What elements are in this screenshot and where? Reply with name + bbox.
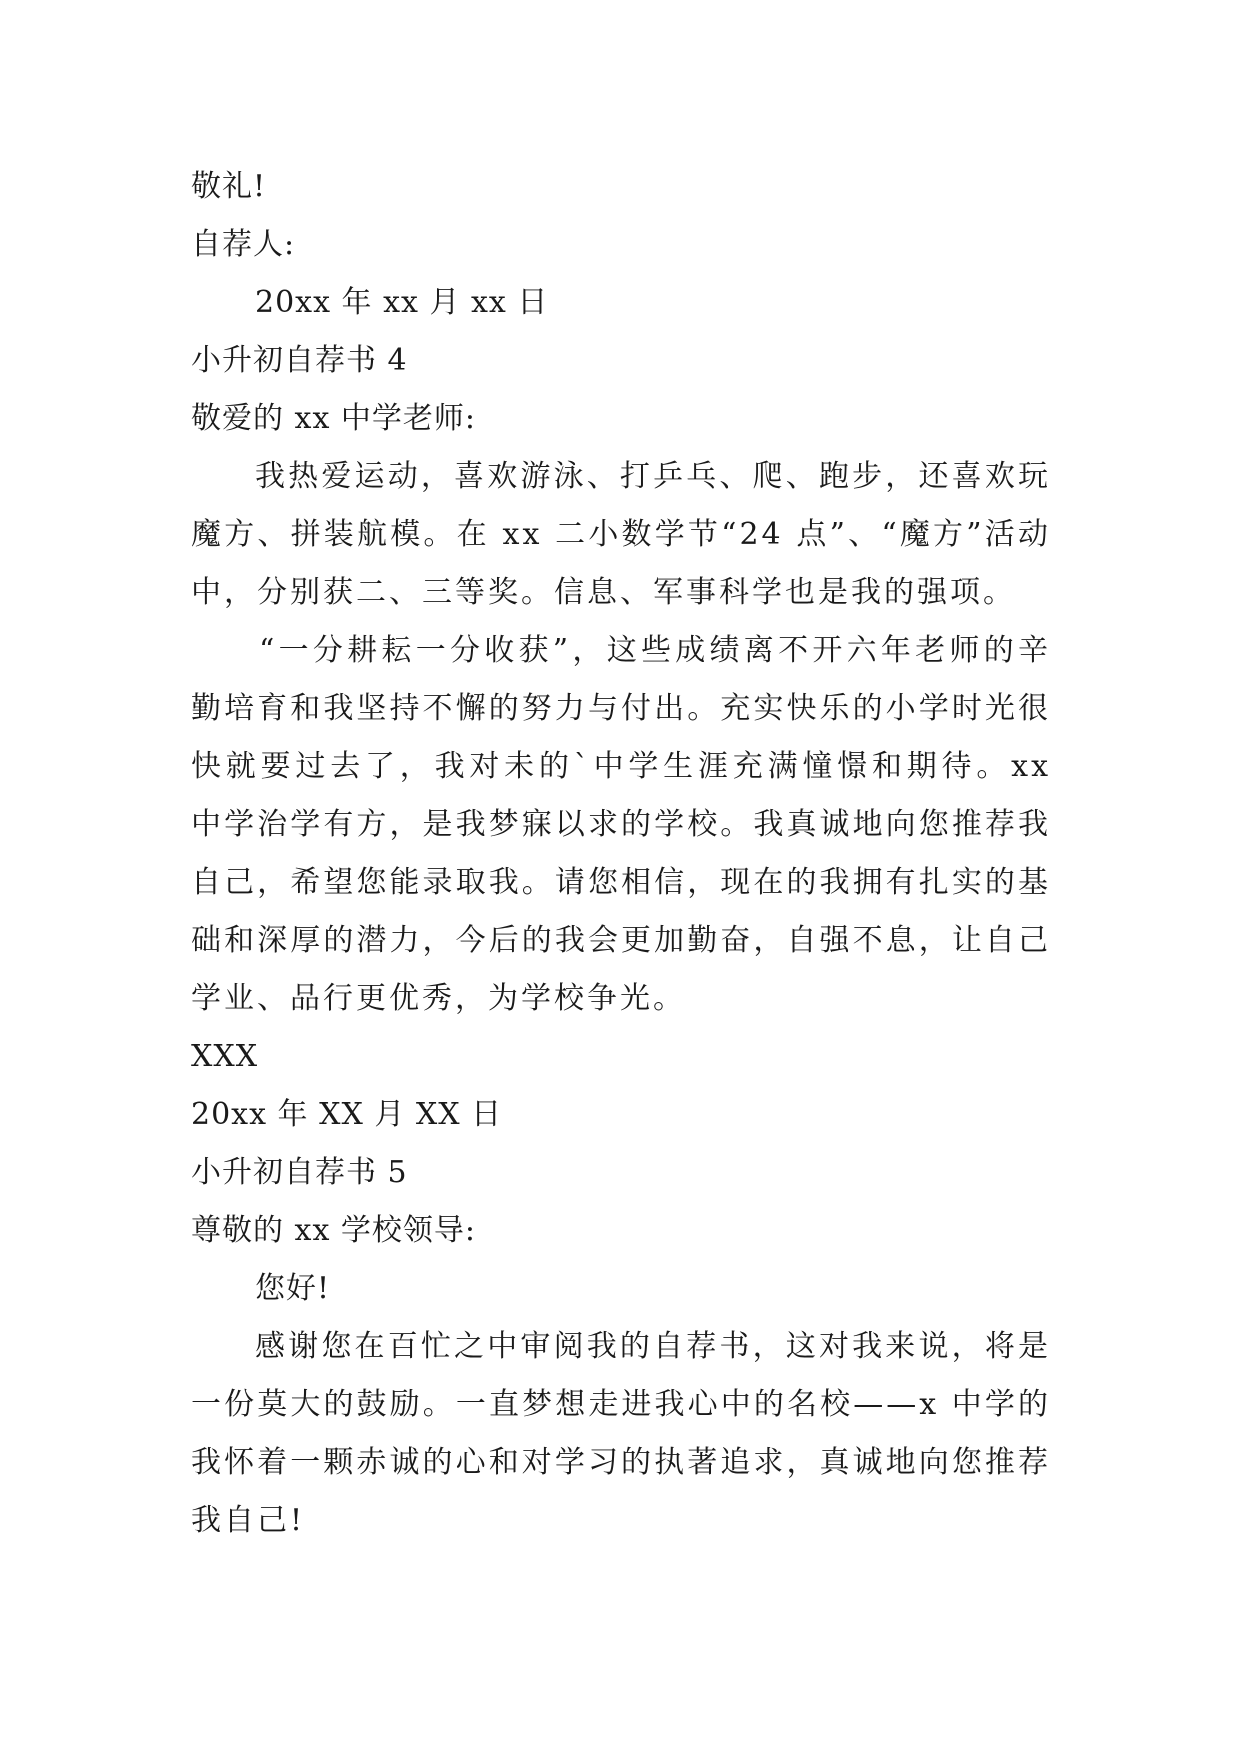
section-4-signature: XXX <box>191 1039 259 1074</box>
section-5-salutation: 尊敬的 xx 学校领导: <box>191 1213 477 1248</box>
section-4-title: 小升初自荐书 4 <box>191 343 408 378</box>
signer-label: 自荐人: <box>191 227 296 262</box>
section-5-greeting: 您好! <box>255 1271 331 1306</box>
date-line: 20xx 年 xx 月 xx 日 <box>255 285 549 320</box>
document-body <box>191 158 1051 1550</box>
section-5-title: 小升初自荐书 5 <box>191 1155 408 1190</box>
section-5-paragraph-1: 感谢您在百忙之中审阅我的自荐书，这对我来说，将是一份莫大的鼓励。一直梦想走进我心中的名校——x 中学的我怀着一颗赤诚的心和对学习的执著追求，真诚地向您推荐我自己! <box>191 1329 1051 1538</box>
section-4-date: 20xx 年 XX 月 XX 日 <box>191 1097 503 1132</box>
section-4-paragraph-1: 我热爱运动，喜欢游泳、打乒乓、爬、跑步，还喜欢玩魔方、拼装航模。在 xx 二小数学节“24 点”、“魔方”活动中，分别获二、三等奖。信息、军事科学也是我的强项。 <box>191 459 1051 610</box>
closing-text: 敬礼! <box>191 169 267 204</box>
section-4-paragraph-2: “一分耕耘一分收获”，这些成绩离不开六年老师的辛勤培育和我坚持不懈的努力与付出。充实快乐的小学时光很快就要过去了，我对未的`中学生涯充满憧憬和期待。xx 中学治学有方，是我梦寐以求的学校。我真诚地向您推荐我自己，希望您能录取我。请您相信，现在的我拥有扎实的基础和深厚的潜力，今后的我会更加勤奋，自强不息，让自己学业、品行更优秀，为学校争光。 <box>191 633 1051 1016</box>
section-4-salutation: 敬爱的 xx 中学老师: <box>191 401 477 436</box>
